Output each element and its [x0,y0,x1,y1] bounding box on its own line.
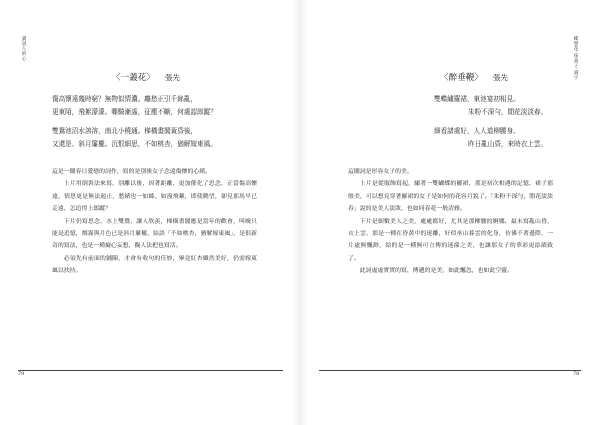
right-poem-author: 張先 [492,73,509,82]
left-poem-line: 又還是、斜月簾櫳。沉恨細思，不如桃杏，猶解嫁東風。 [52,139,217,148]
left-poem-stanza-2 [52,125,217,150]
right-page [304,0,600,425]
left-commentary-paragraph: 這是一闋春日愛戀的詞作，寫的是別後女子念遠傷懷的心緒。 [52,169,212,175]
left-poem-line: 更東陌，飛絮濛濛。嘶騎漸遙，征塵不斷，何處認郎蹤？ [52,107,217,116]
left-poem-heading [112,71,180,83]
left-commentary-paragraph: 必須先有前面的鋪陳，才會有收句的佳妙，畢竟紅杏雖然美好，仍需嫁東風以扶持。 [52,255,257,275]
left-page [0,0,296,425]
left-poem-stanza-1 [52,93,217,118]
right-poem-title: 〈醉垂鞭〉 [440,73,483,83]
left-poem-author: 張先 [164,73,181,82]
right-poem-line: 細看諸處好，人人道柳腰身。 [434,127,520,136]
right-commentary [348,166,553,278]
right-running-head: 蝶戀花‧採桑子‧減字 [573,36,578,80]
right-commentary-paragraph: 此詞虛虛實實的寫，傳遞的是美，如此飄忽，也如此空靈。 [359,268,513,275]
left-page-number: 79 [18,371,25,377]
right-poem-heading [440,71,508,83]
right-poem-body [434,93,547,150]
right-poem-line: 雙蝶繡羅裙，東池宴初相見。 [434,95,520,103]
right-poem-line: 朱粉不深勻，閒花淡淡春。 [468,107,548,116]
right-page-number: 78 [573,371,580,377]
right-commentary-paragraph: 這闋詞是形容女子的美。 [348,169,413,175]
left-poem-body [52,93,217,150]
left-commentary [52,166,257,278]
right-poem-stanza-1 [434,93,547,118]
left-poem-line: 雙鴛池沼水溶溶，南北小橈通。梯橫畫閣黃昏後， [52,127,198,136]
left-commentary-paragraph: 下片仍寫思念，水上雙鴛，讓人欣羨，梯橫畫閣應是當年的歡會，叫喚只能是追憶，烟霧與月色已是斜月簾櫳，結語「不如桃杏，猶解嫁東風」，是很新奇的寫法，也是一種癡心妄想，擬人法把也寫活。 [52,218,257,250]
right-poem-line: 昨日亂山昏，來時衣上雲。 [468,139,548,148]
left-commentary-paragraph: 上片用倒裝法來寫，別離以後，因著距離，更加催化了思念，正當傷高懷遠，情思更是無法遏止，愁緒也一如絲、如漫飛絮，即使眺望，卻見那馬早已走遠，怎追得上郎蹤？ [52,181,257,213]
left-poem-title: 〈一叢花〉 [112,73,155,83]
right-commentary-paragraph: 下片是細數美人之美，處處都好，尤其是那柳腰的婀娜，最末寫亂山昏，衣上雲，那是一種在昏黃中的迷離，好似巫山暮雲的化身，彷彿不著邊際，一片虛無飄渺，給的是一種無可言傳的迷濛之美，也讓那女子的華彩更添韻致了。 [348,218,553,262]
right-poem-stanza-2 [434,125,547,150]
right-footer-rule [319,370,581,371]
left-poem-line: 傷高懷遠幾時窮？無物似情濃。離愁正引千絲亂， [52,95,198,103]
left-running-head: 讀詞人的心 [21,36,26,61]
left-footer-rule [18,370,283,371]
right-commentary-paragraph: 上片是從服飾寫起，繡著一雙蝴蝶的羅裙，那是初次相遇的記憶，裙子那般美，可以想見穿著羅裙的女子是如何的花容月貌了。「朱粉不深勻，閒花淡淡春」說的是美人淡妝，也如同春花一般清雅。 [348,181,553,213]
